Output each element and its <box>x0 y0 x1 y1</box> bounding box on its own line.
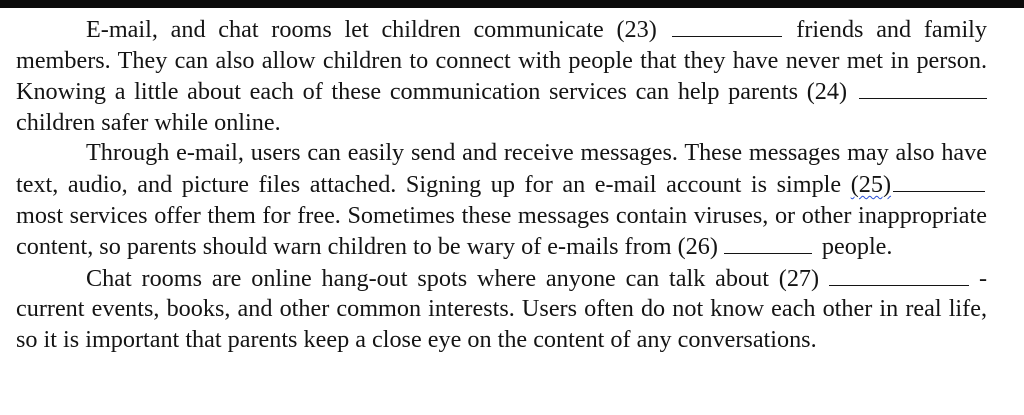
paragraph-text: - current events, books, and other common interests. Users often do not know each other in real life, so it is important that parents keep a close eye on the content of any conversations. <box>16 264 987 353</box>
paragraph-text: people. <box>821 233 893 261</box>
cloze-passage <box>16 14 987 356</box>
answer-blank-24[interactable] <box>859 76 987 99</box>
answer-blank-26[interactable] <box>724 231 812 254</box>
paragraph-text: friends and family members. They can also allow children to connect with people that they have never met in person. Knowing a little about each of these communication services can help parents <box>16 16 987 106</box>
paragraph-text: E-mail, and chat rooms let children communicate <box>86 16 604 43</box>
answer-blank-23[interactable] <box>672 14 782 37</box>
paragraph-text: children safer while online. <box>16 108 281 136</box>
question-number-27: (27) <box>778 264 820 292</box>
question-number-25: (25) <box>850 170 892 198</box>
paragraph-email <box>16 138 987 262</box>
top-border <box>0 0 1024 8</box>
paragraph-chat-rooms <box>16 263 987 356</box>
paragraph-email-chat-intro <box>16 14 987 138</box>
paragraph-text: Chat rooms are online hang-out spots where anyone can talk about <box>86 264 769 292</box>
answer-blank-25[interactable] <box>893 169 985 192</box>
answer-blank-27[interactable] <box>829 263 969 286</box>
question-number-24: (24) <box>806 78 848 106</box>
question-number-26: (26) <box>677 233 718 261</box>
paragraph-text: Through e-mail, users can easily send and receive messages. These messages may also have text, audio, and picture files attached. Signing up for an e-mail account is simple <box>16 139 987 198</box>
paragraph-text: most services offer them for free. Sometimes these messages contain viruses, or other inappropriate content, so parents should warn children to be wary of e-mails from <box>16 201 987 261</box>
question-number-23: (23) <box>616 16 657 43</box>
